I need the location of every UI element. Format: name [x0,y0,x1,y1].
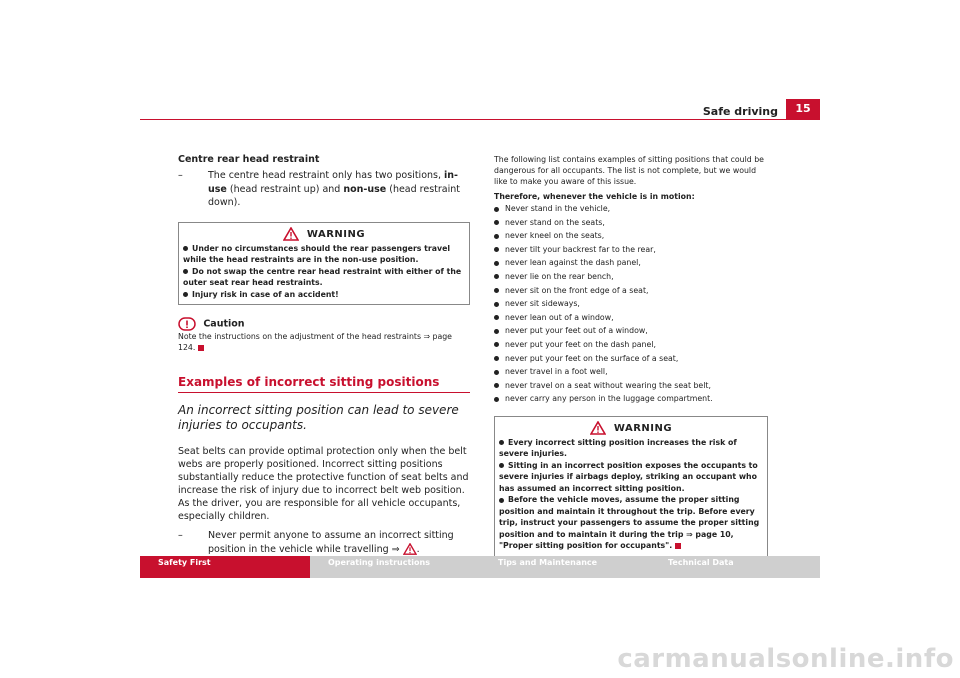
bullet-icon [494,383,499,388]
list-item: never carry any person in the luggage compartment. [494,392,768,406]
bullet-icon [494,397,499,402]
intro-text: The following list contains examples of sitting positions that could be dangerous for all occupants. The list is not complete, but we would like to make you aware of this issue. [494,155,764,186]
warning-triangle-icon [590,421,606,435]
sitting-list [494,202,768,406]
warning-box-sitting [494,416,768,557]
caution-exclamation-icon [178,317,196,331]
bullet-icon [494,207,499,212]
page-number: 15 [786,99,820,119]
bullet-icon [494,220,499,225]
bullet-icon [499,463,504,468]
tab-operating-instructions[interactable]: Operating instructions [310,556,480,578]
warning-item: Before the vehicle moves, assume the proper sitting position and maintain it throughout the trip. Before every trip, instruct your passengers to assume the proper sitting position and to maintain it during the trip ⇒ page 10, "Proper sitting position for occupants". [499,495,760,551]
warning-item: Injury risk in case of an accident! [183,289,465,301]
list-item: never stand on the seats, [494,216,768,230]
bullet-icon [499,440,504,445]
bullet-icon [494,329,499,334]
list-item: never put your feet out of a window, [494,324,768,338]
warning-heading: WARNING [183,227,465,241]
bullet-icon [183,269,188,274]
list-item: never put your feet on the surface of a seat, [494,352,768,366]
running-header-title: Safe driving [702,105,778,118]
right-column [494,154,768,557]
end-marker-icon [198,345,204,351]
bullet-icon [494,234,499,239]
bullet-icon [494,370,499,375]
subheading-centre-rear: Centre rear head restraint [178,154,320,165]
list-item: never travel in a foot well, [494,365,768,379]
section-subtitle: An incorrect sitting position can lead to severe injuries to occupants. [178,403,459,432]
dash-item-head-restraint: – The centre head restraint only has two positions, in-use (head restraint up) and non-use (head restraint down). [178,170,461,208]
bullet-icon [494,356,499,361]
bullet-icon [494,288,499,293]
warning-item: Under no circumstances should the rear passengers travel while the head restraints are in the non-use position. [183,243,451,264]
header-divider [140,119,820,120]
list-item: never travel on a seat without wearing the seat belt, [494,379,768,393]
end-marker-icon [675,543,681,549]
bullet-icon [183,292,188,297]
list-item: never tilt your backrest far to the rear, [494,243,768,257]
tab-tips-and-maintenance[interactable]: Tips and Maintenance [480,556,650,578]
caution-heading: Caution [178,317,470,331]
list-item: never put your feet on the dash panel, [494,338,768,352]
dash-item-sitting: – Never permit anyone to assume an incorrect sitting position in the vehicle while travelling ⇒ . [178,530,454,555]
bullet-icon [494,342,499,347]
warning-triangle-icon [403,543,417,555]
list-item: never lean out of a window, [494,311,768,325]
list-item: never lie on the rear bench, [494,270,768,284]
left-column [178,154,470,556]
bullet-icon [494,247,499,252]
list-item: never kneel on the seats, [494,229,768,243]
section-title: Examples of incorrect sitting positions [178,375,470,393]
bullet-icon [499,498,504,503]
warning-item: Do not swap the centre rear head restraint with either of the outer seat rear head restraints. [183,266,462,287]
warning-heading: WARNING [499,421,763,435]
list-item: never lean against the dash panel, [494,256,768,270]
bullet-icon [494,274,499,279]
tab-technical-data[interactable]: Technical Data [650,556,820,578]
warning-item: Every incorrect sitting position increases the risk of severe injuries. [499,437,737,459]
footer-nav [140,556,820,578]
warning-triangle-icon [283,227,299,241]
watermark: carmanualsonline.info [617,644,954,674]
list-heading: Therefore, whenever the vehicle is in motion: [494,192,695,201]
caution-text: Note the instructions on the adjustment of the head restraints ⇒ page 124. [178,332,452,352]
list-item: never sit sideways, [494,297,768,311]
section-body: Seat belts can provide optimal protection only when the belt webs are properly positioned. Incorrect sitting positions substantially reduce the protective function of seat belts and increase the risk of injury due to incorrect belt web position. As the driver, you are responsible for all vehicle occupants, especially children. [178,446,469,522]
list-item: never sit on the front edge of a seat, [494,284,768,298]
tab-safety-first[interactable]: Safety First [140,556,310,578]
bullet-icon [494,302,499,307]
bullet-icon [494,315,499,320]
warning-item: Sitting in an incorrect position exposes the occupants to severe injuries if airbags deploy, striking an occupant who has assumed an incorrect sitting position. [499,460,758,493]
bullet-icon [494,261,499,266]
list-item: Never stand in the vehicle, [494,202,768,216]
warning-box-head-restraints [178,222,470,306]
bullet-icon [183,246,188,251]
